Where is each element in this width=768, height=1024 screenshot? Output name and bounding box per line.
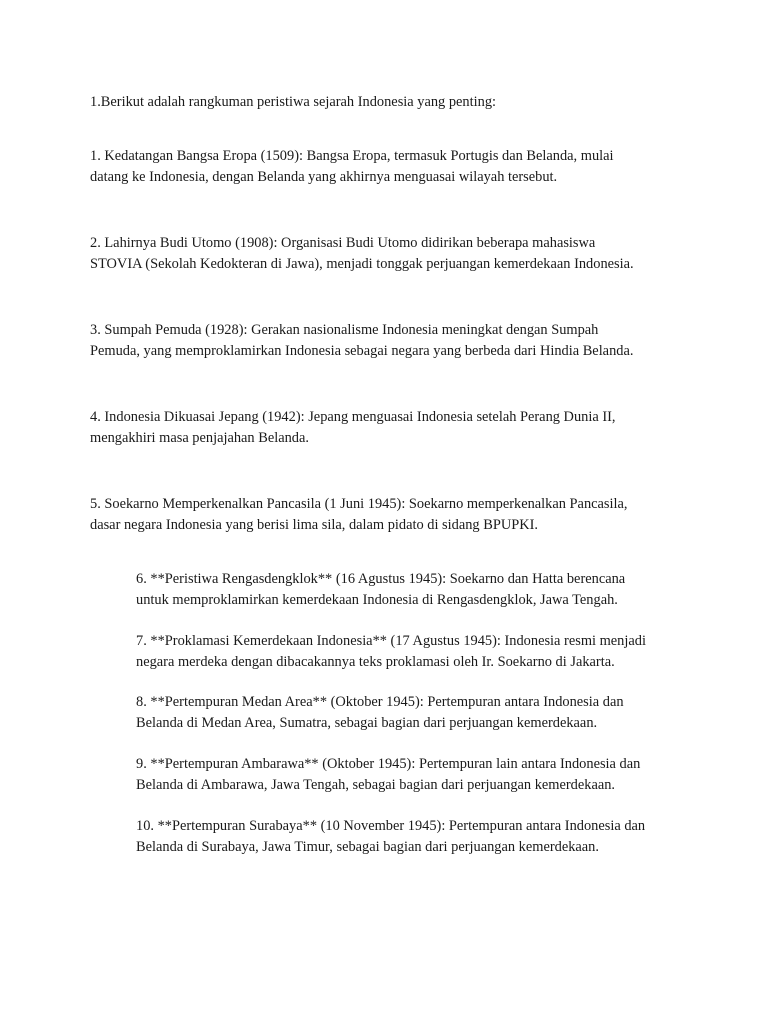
list-item-line: Belanda di Medan Area, Sumatra, sebagai bagian dari perjuangan kemerdekaan. (136, 715, 598, 731)
list-item-line: Belanda di Ambarawa, Jawa Tengah, sebagai bagian dari perjuangan kemerdekaan. (136, 777, 616, 793)
list-item-line: 3. Sumpah Pemuda (1928): Gerakan nasionalisme Indonesia meningkat dengan Sumpah (90, 322, 599, 338)
list-item-line: mengakhiri masa penjajahan Belanda. (90, 430, 309, 446)
indented-list-item (136, 569, 625, 611)
list-item (90, 320, 633, 362)
list-item-line: 1. Kedatangan Bangsa Eropa (1509): Bangsa Eropa, termasuk Portugis dan Belanda, mulai (90, 148, 614, 164)
indented-list-item (136, 692, 624, 734)
list-item-line: 8. **Pertempuran Medan Area** (Oktober 1945): Pertempuran antara Indonesia dan (136, 694, 624, 710)
list-item-line: 7. **Proklamasi Kemerdekaan Indonesia** (17 Agustus 1945): Indonesia resmi menjadi (136, 633, 646, 649)
list-item (90, 494, 628, 536)
list-item-line: dasar negara Indonesia yang berisi lima sila, dalam pidato di sidang BPUPKI. (90, 517, 539, 533)
list-item-line: Pemuda, yang memproklamirkan Indonesia sebagai negara yang berbeda dari Hindia Belanda. (90, 343, 634, 359)
list-item (90, 233, 634, 275)
list-item-line: 6. **Peristiwa Rengasdengklok** (16 Agustus 1945): Soekarno dan Hatta berencana (136, 571, 626, 587)
list-item-line: STOVIA (Sekolah Kedokteran di Jawa), menjadi tonggak perjuangan kemerdekaan Indonesia. (90, 256, 634, 272)
indented-list-item (136, 754, 640, 796)
list-item-line: 10. **Pertempuran Surabaya** (10 November 1945): Pertempuran antara Indonesia dan (136, 818, 646, 834)
list-item-line: negara merdeka dengan dibacakannya teks proklamasi oleh Ir. Soekarno di Jakarta. (136, 654, 615, 670)
list-item (90, 407, 616, 449)
intro-text: 1.Berikut adalah rangkuman peristiwa sejarah Indonesia yang penting: (90, 94, 497, 110)
indented-list-item (136, 816, 645, 858)
list-item-line: 4. Indonesia Dikuasai Jepang (1942): Jepang menguasai Indonesia setelah Perang Dunia II, (90, 409, 616, 425)
list-item-line: 5. Soekarno Memperkenalkan Pancasila (1 Juni 1945): Soekarno memperkenalkan Pancasila, (90, 496, 628, 512)
list-item-line: Belanda di Surabaya, Jawa Timur, sebagai bagian dari perjuangan kemerdekaan. (136, 839, 599, 855)
intro-heading (90, 92, 496, 113)
list-item-line: 2. Lahirnya Budi Utomo (1908): Organisasi Budi Utomo didirikan beberapa mahasiswa (90, 235, 596, 251)
list-item-line: datang ke Indonesia, dengan Belanda yang akhirnya menguasai wilayah tersebut. (90, 169, 558, 185)
indented-list-item (136, 631, 646, 673)
list-item-line: untuk memproklamirkan kemerdekaan Indonesia di Rengasdengklok, Jawa Tengah. (136, 592, 618, 608)
list-item (90, 146, 614, 188)
list-item-line: 9. **Pertempuran Ambarawa** (Oktober 1945): Pertempuran lain antara Indonesia dan (136, 756, 641, 772)
